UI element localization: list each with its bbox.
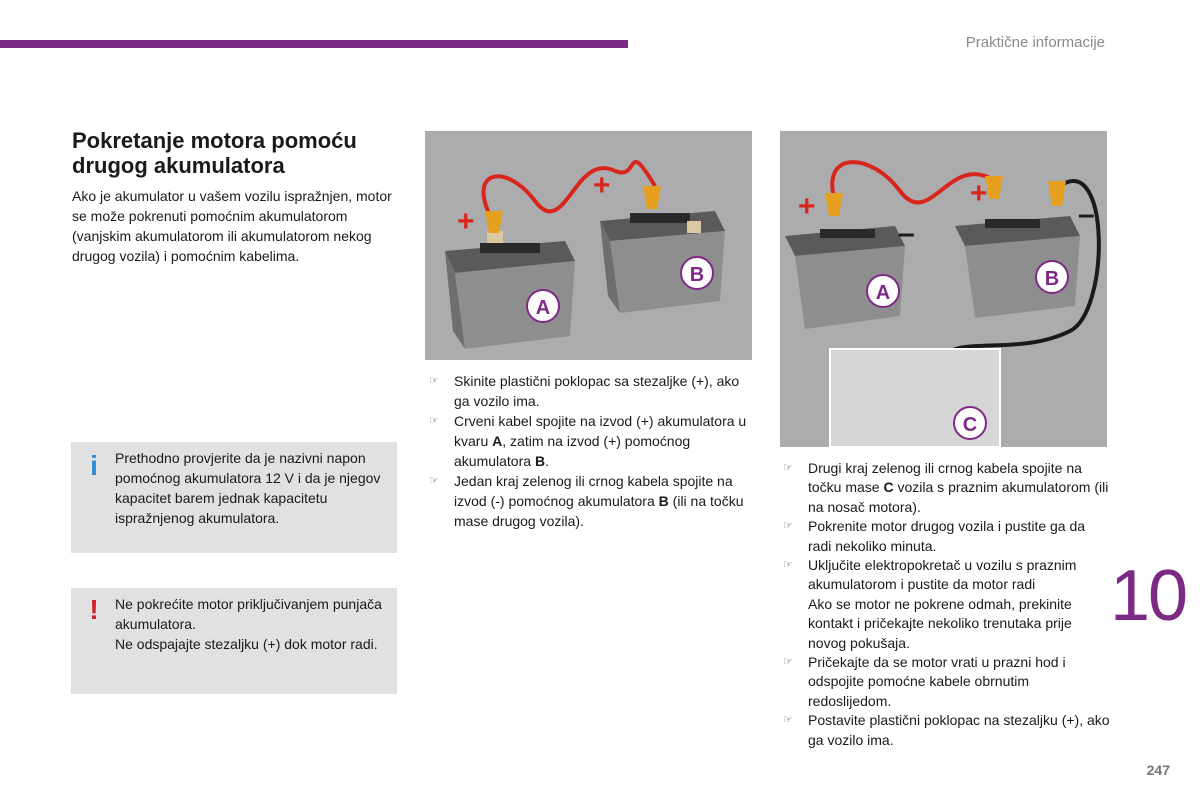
- pointing-hand-icon: ☞: [429, 415, 439, 427]
- list-item: ☞ Skinite plastični poklopac sa stezaljke (+), ako ga vozilo ima.: [429, 373, 740, 409]
- pointing-hand-icon: ☞: [429, 475, 439, 487]
- warning-line-2: Ne odspajajte stezaljku (+) dok motor radi.: [115, 636, 378, 652]
- list-item: ☞ Drugi kraj zelenog ili crnog kabela spojite na točku mase C vozila s praznim akumulatorom (ili na nosač motora).: [783, 460, 1109, 515]
- label-a: A: [535, 297, 551, 319]
- plus-sign: +: [593, 169, 611, 202]
- pointing-hand-icon: ☞: [783, 656, 793, 669]
- list-item: ☞ Crveni kabel spojite na izvod (+) akumulatora u kvaru A, zatim na izvod (+) pomoćnog akumulatora B.: [429, 413, 747, 469]
- intro-paragraph: Ako je akumulator u vašem vozilu ispražnjen, motor se može pokrenuti pomoćnim akumulatorom (vanjskim akumulatorom ili akumulatorom nekog drugog vozila) i pomoćnim kabelima.: [72, 188, 392, 264]
- svg-text:+: +: [798, 190, 816, 223]
- page-title: Pokretanje motora pomoću drugog akumulatora: [72, 128, 357, 178]
- list-item: ☞ Uključite elektropokretač u vozilu s praznim akumulatorom i pustite da motor radi Ako se motor ne pokrene odmah, prekinite kontakt i pričekajte nekoliko trenutaka prije novog pokušaja.: [783, 557, 1077, 651]
- plus-sign: +: [457, 205, 475, 238]
- pointing-hand-icon: ☞: [783, 559, 793, 572]
- page-number: 247: [1146, 762, 1170, 778]
- warning-note: [71, 588, 397, 694]
- list-item: ☞ Pokrenite motor drugog vozila i pustite ga da radi nekoliko minuta.: [783, 518, 1086, 554]
- warning-icon: !: [89, 594, 99, 625]
- label-b: B: [689, 264, 705, 286]
- section-title: Praktične informacije: [965, 34, 1105, 51]
- svg-text:A: A: [875, 282, 891, 304]
- svg-text:C: C: [962, 414, 978, 436]
- svg-text:B: B: [1044, 268, 1060, 290]
- info-icon: i: [90, 450, 98, 481]
- warning-note-text: [115, 594, 385, 654]
- warning-line-1: Ne pokrećite motor priključivanjem punjača akumulatora.: [115, 596, 382, 632]
- svg-text:–: –: [898, 217, 915, 250]
- header-accent-bar: [0, 40, 628, 48]
- jumpstart-figure-full-connection: [780, 131, 1107, 447]
- steps-list-left: [427, 371, 757, 531]
- pointing-hand-icon: ☞: [783, 714, 793, 727]
- jumpstart-figure-red-cable: [425, 131, 752, 360]
- svg-text:+: +: [970, 177, 988, 210]
- pointing-hand-icon: ☞: [783, 520, 793, 533]
- chapter-number: 10: [1110, 556, 1187, 636]
- list-item: ☞ Jedan kraj zelenog ili crnog kabela spojite na izvod (-) pomoćnog akumulatora B (ili na točku mase drugog vozila).: [429, 473, 744, 529]
- list-item: ☞ Postavite plastični poklopac na stezaljku (+), ako ga vozilo ima.: [783, 712, 1110, 748]
- info-note-text: Prethodno provjerite da je nazivni napon pomoćnog akumulatora 12 V i da je njegov kapacitet barem jednak kapacitetu ispražnjenog akumulatora.: [115, 450, 381, 526]
- list-item: ☞ Pričekajte da se motor vrati u prazni hod i odspojite pomoćne kabele obrnutim redoslijedom.: [783, 654, 1066, 709]
- steps-list-right: [781, 459, 1111, 750]
- pointing-hand-icon: ☞: [429, 375, 439, 387]
- svg-text:–: –: [1078, 198, 1095, 231]
- info-note: [71, 442, 397, 553]
- battery-a-illustration: [445, 231, 575, 349]
- pointing-hand-icon: ☞: [783, 462, 793, 474]
